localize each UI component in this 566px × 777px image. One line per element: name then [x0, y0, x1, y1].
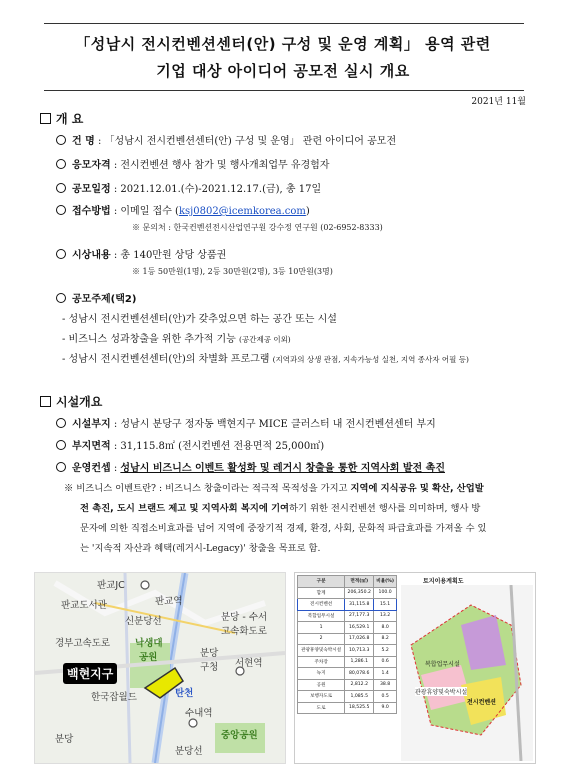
- theme-3: - 성남시 전시컨벤션센터(안)의 차별화 프로그램 (지역과의 상생 관점, 지속가능성 실천, 지역 종사자 어필 등): [62, 354, 469, 365]
- theme-1: - 성남시 전시컨벤션센터(안)가 갖추었으면 하는 공간 또는 시설: [62, 314, 337, 325]
- item-submission: 접수방법 : 이메일 접수 (ksj0802@icemkorea.com): [56, 202, 310, 217]
- section-overview-heading: 개 요: [40, 110, 83, 127]
- contact-note: ※ 문의처 : 한국컨벤션전시산업연구원 강수정 연구원 (02-6952-8333): [132, 223, 383, 232]
- map-label: 경부고속도로: [55, 638, 111, 649]
- table-cell: 1,286.1: [345, 656, 374, 668]
- table-header: 구분: [298, 576, 345, 588]
- map-label: 한국잡월드: [91, 692, 137, 703]
- table-header: 비율(%): [374, 576, 397, 588]
- explain-line-1: ※ 비즈니스 이벤트란? : 비즈니스 창출이라는 적극적 목적성을 가지고 지역에 지식공유 및 확산, 산업발: [64, 483, 484, 494]
- location-map: [34, 572, 286, 764]
- table-row: [298, 691, 397, 703]
- table-cell: 합계: [298, 587, 345, 599]
- table-cell: 27,177.3: [345, 610, 374, 622]
- map-label: 신분당선: [125, 616, 162, 627]
- item-theme: 공모주제(택2): [56, 290, 136, 305]
- explain-line-3: 문자에 의한 직접소비효과를 넘어 지역에 중장기적 경제, 환경, 사회, 문화적 파급효과를 가져올 수 있: [80, 523, 487, 534]
- map-label-site: 백현지구: [63, 663, 117, 684]
- map-label: 중앙공원: [221, 730, 258, 741]
- table-cell: 206,350.2: [345, 587, 374, 599]
- table-cell: 5.2: [374, 645, 397, 657]
- explain-line-2: 전 촉진, 도시 브랜드 제고 및 지역사회 복지에 기여하기 위한 전시컨벤션 행사를 의미하며, 행사 방: [80, 503, 481, 514]
- map-label: 분당 - 수서: [221, 612, 268, 623]
- section-facility-heading: 시설개요: [40, 393, 102, 410]
- map-label: 분당: [55, 734, 74, 745]
- table-cell: 2: [298, 633, 345, 645]
- map-label: 서현역: [235, 658, 263, 669]
- table-cell: 보행자도로: [298, 691, 345, 703]
- table-row: [298, 633, 397, 645]
- table-row: [298, 622, 397, 634]
- circle-bullet-icon: [56, 462, 66, 472]
- table-cell: 80,078.6: [345, 668, 374, 680]
- circle-bullet-icon: [56, 183, 66, 193]
- square-bullet-icon: [40, 396, 51, 407]
- table-cell: 38.8: [374, 679, 397, 691]
- item-eligibility: 응모자격 : 전시컨벤션 행사 참가 및 행사개최업무 유경험자: [56, 156, 329, 171]
- title-bottom-rule: [44, 90, 524, 91]
- table-row: [298, 668, 397, 680]
- plan-zone-label: 관광휴양및숙박시설: [415, 689, 468, 696]
- doc-title-line2: 기업 대상 아이디어 공모전 실시 개요: [156, 62, 410, 80]
- map-label: 고속화도로: [221, 626, 267, 637]
- table-row: [298, 610, 397, 622]
- table-row: [298, 656, 397, 668]
- table-cell: 16,529.1: [345, 622, 374, 634]
- facility-area: 부지면적 : 31,115.8㎡ (전시컨벤션 전용면적 25,000㎡): [56, 437, 324, 452]
- table-row: [298, 587, 397, 599]
- map-label: 분당: [200, 648, 219, 659]
- map-label: 분당선: [175, 746, 203, 757]
- map-label: 수내역: [185, 708, 213, 719]
- site-plan: [294, 572, 536, 764]
- table-cell: 18,525.5: [345, 702, 374, 714]
- table-cell: 100.0: [374, 587, 397, 599]
- item-prize: 시상내용 : 총 140만원 상당 상품권: [56, 246, 226, 261]
- map-label: 공원: [139, 652, 158, 663]
- table-cell: 1.4: [374, 668, 397, 680]
- table-cell: 전시컨벤션: [298, 599, 345, 611]
- land-use-table: [297, 575, 397, 714]
- item-name: 건 명 : 「성남시 전시컨벤션센터(안) 구성 및 운영」 관련 아이디어 공모전: [56, 132, 396, 147]
- table-cell: 8.2: [374, 633, 397, 645]
- table-row: [298, 679, 397, 691]
- table-cell: 복합업무시설: [298, 610, 345, 622]
- table-cell: 13.2: [374, 610, 397, 622]
- table-cell: 0.6: [374, 656, 397, 668]
- plan-zone-label: 전시컨벤션: [467, 699, 496, 706]
- email-link[interactable]: ksj0802@icemkorea.com: [178, 206, 306, 217]
- map-label: 탄천: [175, 688, 194, 699]
- table-cell: 1,085.5: [345, 691, 374, 703]
- table-cell: 녹지: [298, 668, 345, 680]
- map-label: 구청: [200, 662, 219, 673]
- map-label: 판교역: [155, 596, 183, 607]
- circle-bullet-icon: [56, 418, 66, 428]
- doc-date: 2021년 11월: [471, 97, 526, 107]
- table-cell: 17,026.8: [345, 633, 374, 645]
- plan-zone-label: 복합업무시설: [425, 661, 460, 668]
- table-cell: 10,713.3: [345, 645, 374, 657]
- map-label: 판교도서관: [61, 600, 107, 611]
- circle-bullet-icon: [56, 159, 66, 169]
- table-cell: 관광휴양및숙박시설: [298, 645, 345, 657]
- explain-line-4: 는 '지속적 자산과 혜택(레거시-Legacy)' 창출을 목표로 함.: [80, 543, 321, 554]
- table-cell: 0.5: [374, 691, 397, 703]
- prize-note: ※ 1등 50만원(1명), 2등 30만원(2명), 3등 10만원(3명): [132, 267, 333, 276]
- table-cell: 도로: [298, 702, 345, 714]
- table-row: [298, 645, 397, 657]
- circle-bullet-icon: [56, 205, 66, 215]
- table-cell: 주차장: [298, 656, 345, 668]
- facility-concept: 운영컨셉 : 성남시 비즈니스 이벤트 활성화 및 레거시 창출을 통한 지역사회 발전 촉진: [56, 459, 445, 474]
- table-cell: 공원: [298, 679, 345, 691]
- table-row: [298, 599, 397, 611]
- table-cell: 15.1: [374, 599, 397, 611]
- table-cell: 2,812.2: [345, 679, 374, 691]
- table-cell: 9.0: [374, 702, 397, 714]
- theme-2: - 비즈니스 성과창출을 위한 추가적 기능 (공간제공 이외): [62, 334, 291, 345]
- item-schedule: 공모일정 : 2021.12.01.(수)-2021.12.17.(금), 총 17일: [56, 180, 321, 195]
- map-label: 판교JC: [97, 580, 125, 591]
- map-label: 낙생대: [135, 638, 163, 649]
- circle-bullet-icon: [56, 293, 66, 303]
- table-cell: 1: [298, 622, 345, 634]
- table-row: [298, 702, 397, 714]
- table-cell: 8.0: [374, 622, 397, 634]
- circle-bullet-icon: [56, 135, 66, 145]
- table-header: 면적(㎡): [345, 576, 374, 588]
- table-cell: 31,115.8: [345, 599, 374, 611]
- doc-title-line1: 「성남시 전시컨벤션센터(안) 구성 및 운영 계획」 용역 관련: [75, 35, 491, 53]
- title-top-rule: [44, 23, 524, 24]
- circle-bullet-icon: [56, 249, 66, 259]
- facility-site: 시설부지 : 성남시 분당구 정자동 백현지구 MICE 클러스터 내 전시컨벤션센터 부지: [56, 415, 436, 430]
- plan-map-title: 토지이용계획도: [423, 578, 464, 585]
- square-bullet-icon: [40, 113, 51, 124]
- circle-bullet-icon: [56, 440, 66, 450]
